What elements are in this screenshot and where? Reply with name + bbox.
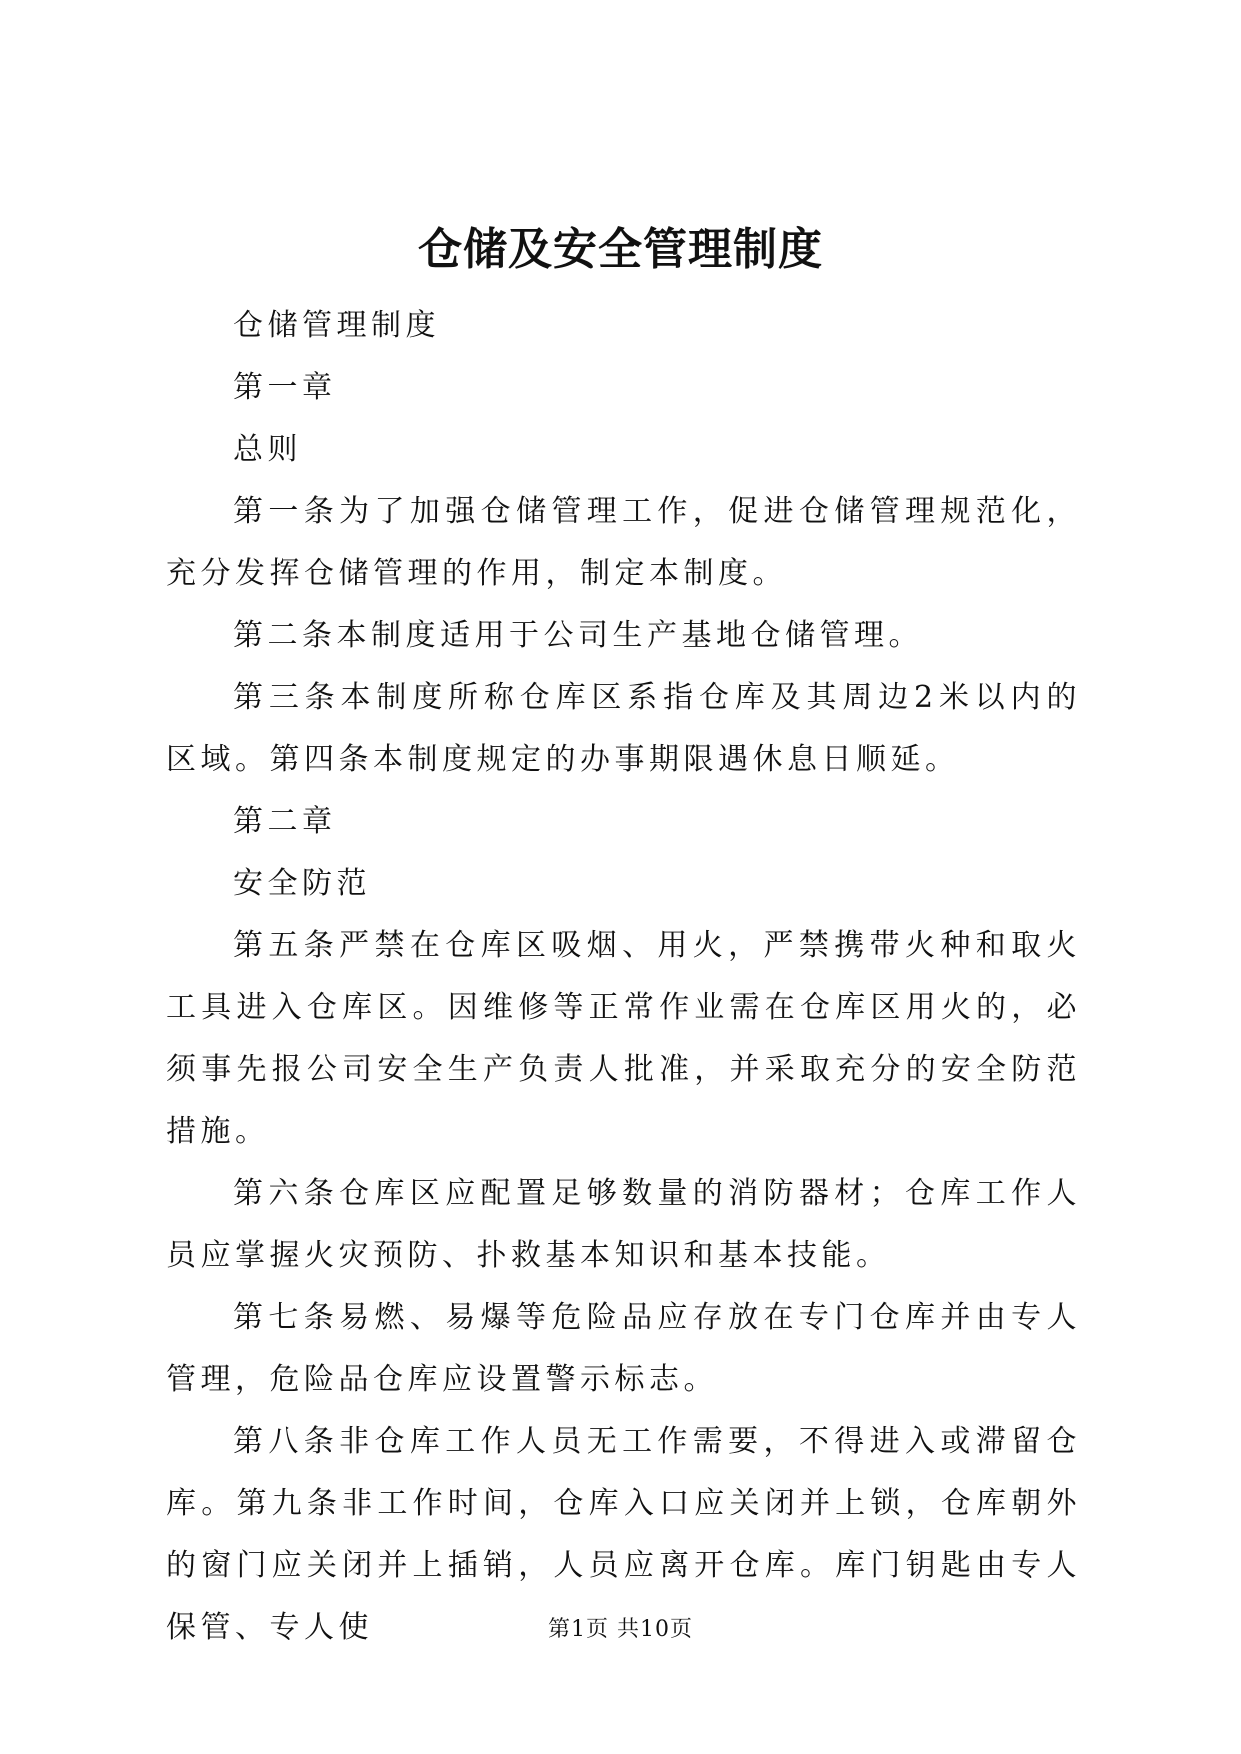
paragraph: 第六条仓库区应配置足够数量的消防器材；仓库工作人员应掌握火灾预防、扑救基本知识和基本技能。 bbox=[166, 1176, 1081, 1273]
paragraph: 第一条为了加强仓储管理工作，促进仓储管理规范化，充分发挥仓储管理的作用，制定本制度。 bbox=[166, 494, 1081, 591]
document-title: 仓储及安全管理制度 bbox=[418, 224, 823, 275]
paragraph: 安全防范 bbox=[233, 866, 371, 901]
paragraph: 总则 bbox=[233, 432, 302, 467]
paragraph: 第七条易燃、易爆等危险品应存放在专门仓库并由专人管理，危险品仓库应设置警示标志。 bbox=[166, 1300, 1081, 1397]
paragraph: 第二条本制度适用于公司生产基地仓储管理。 bbox=[233, 618, 923, 653]
paragraph: 第一章 bbox=[233, 370, 337, 405]
page-footer: 第1页 共10页 bbox=[548, 1617, 693, 1642]
paragraph: 第五条严禁在仓库区吸烟、用火，严禁携带火种和取火工具进入仓库区。因维修等正常作业需在仓库区用火的，必须事先报公司安全生产负责人批准，并采取充分的安全防范措施。 bbox=[166, 928, 1081, 1149]
paragraph: 第八条非仓库工作人员无工作需要，不得进入或滞留仓库。第九条非工作时间，仓库入口应关闭并上锁，仓库朝外的窗门应关闭并上插销，人员应离开仓库。库门钥匙由专人保管、专人使 bbox=[166, 1424, 1081, 1645]
document-body bbox=[166, 295, 1081, 1659]
paragraph: 仓储管理制度 bbox=[233, 308, 440, 343]
paragraph: 第二章 bbox=[233, 804, 337, 839]
paragraph: 第三条本制度所称仓库区系指仓库及其周边2米以内的区域。第四条本制度规定的办事期限遇休息日顺延。 bbox=[166, 680, 1081, 777]
